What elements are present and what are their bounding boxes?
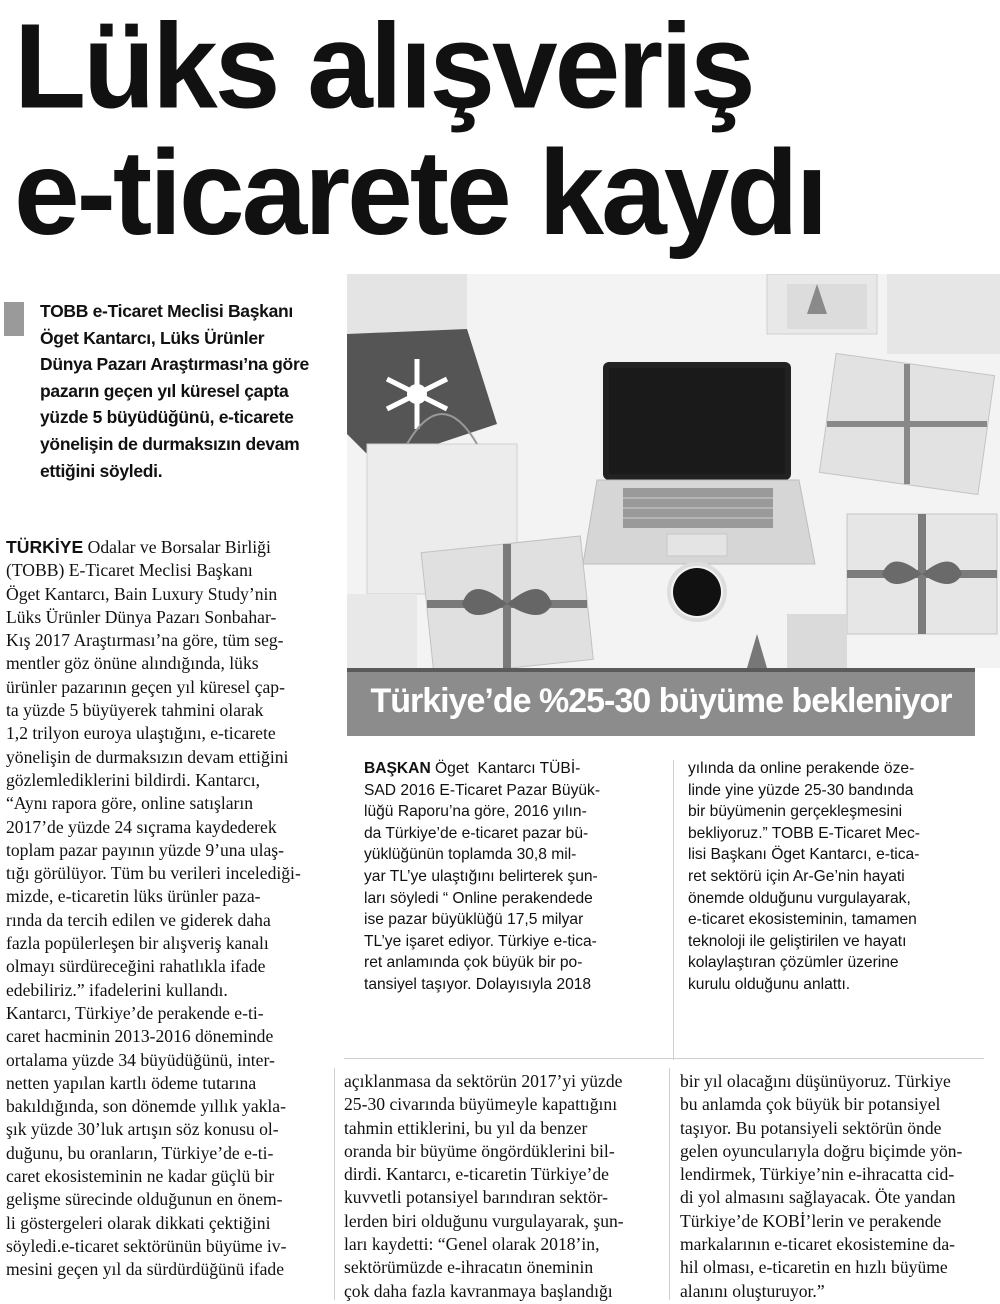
column-line: “Aynı rapora göre, online satışların (6, 793, 254, 814)
column-line: gelişme sürecinde olduğunun en önem- (6, 1189, 283, 1210)
lead-marker (4, 302, 24, 336)
column-line: markalarının e-ticaret ekosistemine da- (680, 1234, 956, 1255)
column-line: Kantarcı, Türkiye’de perakende e-ti- (6, 1002, 264, 1023)
article-photo (347, 274, 1000, 668)
laptop-gifts-illustration (347, 274, 1000, 668)
lead-line: Dünya Pazarı Araştırması’na göre (40, 354, 309, 375)
column-line: caret hacminin 2013-2016 döneminde (6, 1026, 274, 1047)
column-line: alanını oluşturuyor.” (680, 1280, 825, 1301)
column-line: sektörümüzde e-ihracatın öneminin (344, 1257, 594, 1278)
lead-paragraph (40, 298, 340, 484)
column-line: açıklanmasa da sektörün 2017’yi yüzde (344, 1071, 623, 1091)
lead-line: Öget Kantarcı, Lüks Ürünler (40, 327, 265, 348)
column-line: teknoloji ile geliştirilen ve hayatı (688, 932, 907, 950)
column-line: çok daha fazla kavranmaya başlandığı (344, 1280, 613, 1301)
column-line: (TOBB) E-Ticaret Meclisi Başkanı (6, 560, 253, 581)
column-line: ürünler pazarının geçen yıl küresel çap- (6, 676, 285, 697)
column-line: mentler göz önüne alındığında, lüks (6, 653, 259, 674)
headline (14, 0, 994, 261)
column-line-text: Öget Kantarcı TÜBİ- (430, 760, 581, 777)
column-line: bir yıl olacağını düşünüyoruz. Türkiye (680, 1071, 951, 1091)
column-line: yar TL’ye ulaştığını belirterek şun- (364, 867, 598, 885)
column-line: bakıldığında, son dönemde yıllık yakla- (6, 1096, 286, 1117)
column-line: tahmin ettiklerini, bu yıl da benzer (344, 1117, 588, 1138)
article-column-5 (680, 1070, 1000, 1303)
column-line: Kış 2017 Araştırması’na göre, tüm seg- (6, 630, 284, 651)
column-line: mesini geçen yıl da sürdürdüğünü ifade (6, 1259, 285, 1280)
column-line: tansiyel taşıyor. Dolayısıyla 2018 (364, 975, 592, 993)
column-divider (673, 760, 674, 1060)
column-line: dirdi. Kantarcı, e-ticaretin Türkiye’de (344, 1164, 609, 1185)
column-line: SAD 2016 E-Ticaret Pazar Büyük- (364, 781, 601, 799)
column-line: lisi Başkanı Öget Kantarcı, e-tica- (688, 846, 920, 864)
column-line: hil olması, e-ticaretin en hızlı büyüme (680, 1257, 948, 1278)
column-line: lerden biri olduğunu vurgulayarak, şun- (344, 1210, 624, 1231)
headline-line-2: e-ticarete kaydı (14, 125, 826, 261)
column-line: mizde, e-ticaretin lüks ürünler paza- (6, 886, 261, 907)
subheadline-bar (347, 668, 975, 736)
column-line: önemde olduğunu vurgulayarak, (688, 889, 911, 907)
column-line: bekliyoruz.” TOBB E-Ticaret Mec- (688, 824, 920, 842)
headline-line-1: Lüks alışveriş (14, 0, 753, 135)
column-line: 2017’de yüzde 24 sıçrama kaydederek (6, 816, 277, 837)
column-line: da Türkiye’de e-ticaret pazar bü- (364, 824, 589, 842)
column-line: caret ekosisteminin ne kadar güçlü bir (6, 1166, 275, 1187)
column-line: söyledi.e-ticaret sektörünün büyüme iv- (6, 1235, 287, 1256)
column-line: yüklüğünün toplamda 30,8 mil- (364, 846, 577, 864)
column-line: yılında da online perakende öze- (688, 760, 915, 777)
column-divider (669, 1068, 670, 1300)
column-divider (334, 1068, 335, 1300)
column-line: bir büyümenin gerçekleşmesini (688, 803, 903, 821)
column-line: e-ticaret ekosisteminin, tamamen (688, 911, 917, 929)
article-column-1 (6, 536, 326, 1282)
column-line: gözlemlediklerini bildirdi. Kantarcı, (6, 769, 261, 790)
column-line: TL’ye işaret ediyor. Türkiye e-tica- (364, 932, 597, 950)
column-line: taşıyor. Bu potansiyeli sektörün önde (680, 1117, 942, 1138)
lead-line: yüzde 5 büyüdüğünü, e-ticarete (40, 407, 294, 428)
column-line: linde yine yüzde 25-30 bandında (688, 781, 914, 799)
column-line: oranda bir büyüme öngördüklerini bil- (344, 1140, 615, 1161)
article-column-2 (364, 758, 656, 996)
dateline-kicker: TÜRKİYE (6, 537, 84, 557)
lead-line: ettiğini söyledi. (40, 460, 163, 481)
column-line: Türkiye’de KOBİ’lerin ve perakende (680, 1210, 942, 1231)
column-line: Lüks Ürünler Dünya Pazarı Sonbahar- (6, 606, 277, 627)
column-line: ret sektörü için Ar-Ge’nin hayati (688, 867, 905, 885)
column-line: gelen oyuncularıyla doğru biçimde yön- (680, 1140, 963, 1161)
column-line: ları söyledi “ Online perakendede (364, 889, 593, 907)
lead-line: TOBB e-Ticaret Meclisi Başkanı (40, 301, 293, 321)
column-line: netten yapılan kartlı ödeme tutarına (6, 1072, 257, 1093)
column-line: şık yüzde 30’luk artışın söz konusu ol- (6, 1119, 279, 1140)
column-line: li göstergeleri olarak dikkati çektiğini (6, 1212, 271, 1233)
article-column-4 (344, 1070, 662, 1303)
column-line: olmayı sürdüreceğini rahatlıkla ifade (6, 956, 266, 977)
column-line: toplam pazar payının yüzde 9’una ulaş- (6, 839, 284, 860)
lead-line: yönelişin de durmaksızın devam (40, 433, 300, 454)
column-line: kolaylaştıran çözümler üzerine (688, 954, 899, 972)
lead-line: pazarın geçen yıl küresel çapta (40, 380, 289, 401)
column-line: bu anlamda çok büyük bir potansiyel (680, 1094, 941, 1115)
subheadline: Türkiye’de %25-30 büyüme bekleniyor (370, 682, 952, 720)
section-divider (344, 1058, 984, 1059)
column-line: 25-30 civarında büyümeyle kapattığını (344, 1094, 618, 1115)
column-line: yönelişin de durmaksızın devam ettiğini (6, 746, 289, 767)
column-line: di yol almasını sağlayacak. Öte yandan (680, 1187, 956, 1208)
column-line: lüğü Raporu’na göre, 2016 yılın- (364, 803, 587, 821)
column-line: edebiliriz.” ifadelerini kullandı. (6, 979, 228, 1000)
column-line (364, 758, 656, 780)
column-line: rında da tercih edilen ve giderek daha (6, 909, 271, 930)
column-line: kurulu olduğunu anlattı. (688, 975, 851, 993)
section-kicker: BAŞKAN (364, 760, 431, 777)
article-column-3 (688, 758, 980, 996)
column-line: 1,2 trilyon euroya ulaştığını, e-ticarete (6, 723, 276, 744)
column-line: ları kaydetti: “Genel olarak 2018’in, (344, 1234, 600, 1255)
column-line: lendirmek, Türkiye’nin e-ihracatta cid- (680, 1164, 955, 1185)
column-line: duğunu, bu oranların, Türkiye’de e-ti- (6, 1142, 274, 1163)
column-line: fazla popülerleşen bir alışveriş kanalı (6, 933, 269, 954)
column-line (6, 536, 326, 559)
column-line: ortalama yüzde 34 büyüdüğünü, inter- (6, 1049, 275, 1070)
column-line-text: Odalar ve Borsalar Birliği (83, 537, 271, 557)
column-line: ise pazar büyüklüğü 17,5 milyar (364, 911, 584, 929)
column-line: Öget Kantarcı, Bain Luxury Study’nin (6, 583, 278, 604)
column-line: ret anlamında çok büyük bir po- (364, 954, 583, 972)
column-line: kuvvetli potansiyel barındıran sektör- (344, 1187, 608, 1208)
column-line: tığı görülüyor. Tüm bu verileri incelediği- (6, 863, 301, 884)
column-line: ta yüzde 5 büyüyerek tahmini olarak (6, 700, 264, 721)
